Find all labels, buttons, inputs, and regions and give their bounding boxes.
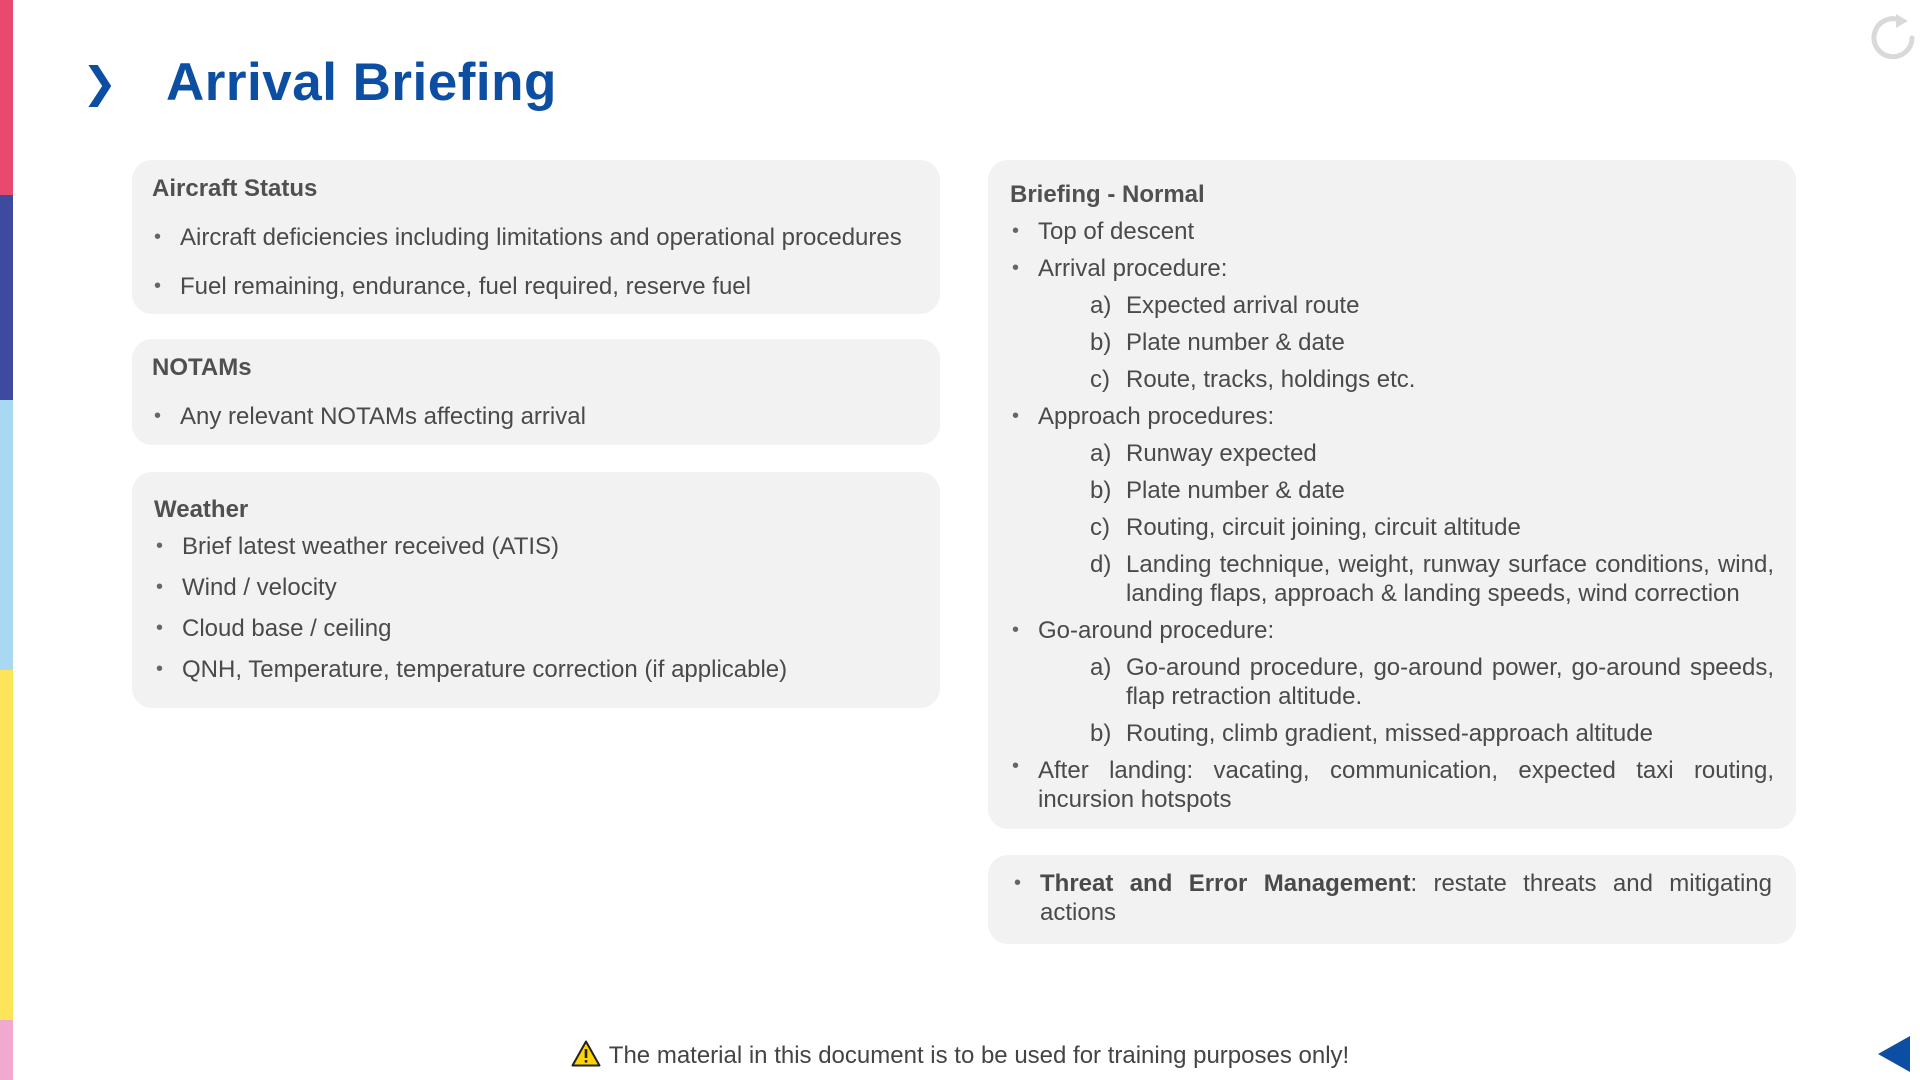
previous-arrow-icon[interactable] (1878, 1036, 1910, 1072)
arrival-procedure-label: Arrival procedure: (1038, 255, 1228, 282)
sub-list-item: a) Runway expected (1090, 440, 1317, 467)
list-item: • After landing: vacating, communication, expected taxi routing, incursion hotspots (1010, 752, 1774, 814)
strip-segment-yellow (0, 670, 13, 1020)
notams-title: NOTAMs (152, 354, 252, 381)
strip-segment-lightblue (0, 400, 13, 670)
list-item (1010, 612, 1774, 649)
strip-segment-navy (0, 195, 13, 400)
briefing-normal-card (988, 160, 1796, 829)
footer (0, 1040, 1920, 1070)
weather-title: Weather (154, 496, 249, 523)
aircraft-status-card (132, 160, 940, 314)
list-item (1010, 398, 1774, 435)
list-item (1010, 250, 1774, 287)
tem-bold-label: Threat and Error Management (1040, 870, 1411, 897)
approach-procedures-list (1010, 435, 1774, 612)
list-item: • Top of descent (1010, 213, 1774, 250)
list-item: • Fuel remaining, endurance, fuel required, reserve fuel (152, 272, 920, 301)
page-title: Arrival Briefing (166, 53, 557, 112)
decorative-side-strip (0, 0, 13, 1080)
sub-list-item: c) Routing, circuit joining, circuit altitude (1090, 514, 1521, 541)
sub-list-item: b) Routing, climb gradient, missed-approach altitude (1090, 720, 1653, 747)
sub-list-item: a) Expected arrival route (1090, 292, 1360, 319)
sub-list-item: b) Plate number & date (1090, 477, 1345, 504)
briefing-title: Briefing - Normal (1010, 181, 1205, 208)
list-item (1012, 869, 1772, 927)
aircraft-status-title: Aircraft Status (152, 175, 318, 202)
sub-list-item: d) Landing technique, weight, runway surface conditions, wind, landing flaps, approach & landing speeds, wind correction (1090, 551, 1774, 607)
footer-text: The material in this document is to be used for training purposes only! (608, 1042, 1350, 1069)
list-item: • QNH, Temperature, temperature correction (if applicable) (154, 649, 918, 690)
approach-procedures-label: Approach procedures: (1038, 403, 1275, 430)
title-row (82, 52, 557, 113)
sub-list-item: a) Go-around procedure, go-around power, go-around speeds, flap retraction altitude. (1090, 654, 1774, 710)
go-around-procedure-label: Go-around procedure: (1038, 617, 1275, 644)
strip-segment-pink (0, 0, 13, 195)
list-item: • Wind / velocity (154, 567, 918, 608)
list-item: • Brief latest weather received (ATIS) (154, 526, 918, 567)
list-item: • Any relevant NOTAMs affecting arrival (152, 402, 920, 431)
go-around-procedure-list (1010, 649, 1774, 752)
warning-icon (571, 1040, 601, 1067)
tem-text: : restate threats and mitigating actions (1040, 870, 1773, 926)
tem-card (988, 855, 1796, 944)
arrival-procedure-list (1010, 287, 1774, 398)
weather-card (132, 472, 940, 708)
list-item: • Cloud base / ceiling (154, 608, 918, 649)
chevron-right-icon: ❯ (82, 58, 118, 106)
notams-card (132, 339, 940, 445)
sub-list-item: b) Plate number & date (1090, 329, 1345, 356)
sub-list-item: c) Route, tracks, holdings etc. (1090, 366, 1416, 393)
refresh-icon[interactable] (1868, 12, 1920, 64)
list-item: • Aircraft deficiencies including limitations and operational procedures (152, 223, 920, 252)
